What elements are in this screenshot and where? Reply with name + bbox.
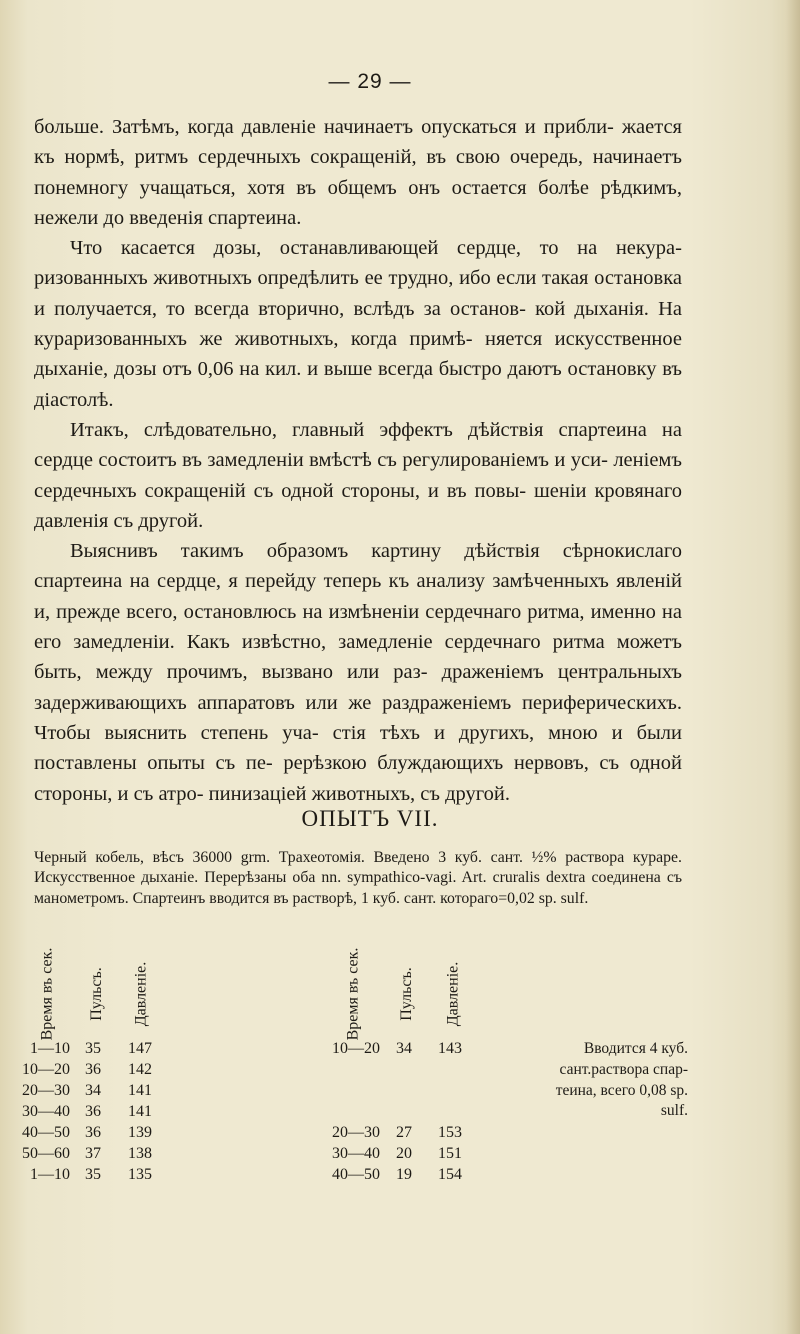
- pressure-cell: 142: [128, 1061, 152, 1078]
- paragraph: больше. Затѣмъ, когда давленіе начинаетъ опускаться и прибли- жается къ нормѣ, ритмъ сердечныхъ сокращеній, въ свою очередь, начинаетъ понемногу учащаться, хотя въ общемъ онъ остается болѣе рѣдкимъ, нежели до введенія спартеина.: [34, 116, 682, 229]
- page-edge-shadow: [786, 0, 800, 1334]
- header-pressure-right: [444, 952, 462, 1036]
- header-pulse-right: [398, 952, 416, 1036]
- page-number: — 29 —: [328, 70, 412, 93]
- pressure-cell: 135: [128, 1166, 152, 1183]
- note-line: теина, всего 0,08 sp.: [555, 1081, 688, 1099]
- paragraph: Выяснивъ такимъ образомъ картину дѣйствія сѣрнокислаго спартеина на сердце, я перейду теперь къ анализу замѣченныхъ явленій и, прежде всего, остановлюсь на измѣненіи сердечнаго ритма, именно на его замедленіи. Какъ извѣстно, замедленіе сердечнаго ритма можетъ быть, между прочимъ, вызвано или раз- драженіемъ центральныхъ задерживающихъ аппаратовъ или же раздраженіемъ периферическихъ. Чтобы выяснить степень уча- стія тѣхъ и другихъ, мною и были поставлены опыты съ пе- рерѣзкою блуждающихъ нервовъ, съ одной стороны, и съ атро- пинизаціей животныхъ, съ другой.: [34, 540, 682, 805]
- time-cell: 20—30: [22, 1082, 70, 1099]
- pressure-cell: 154: [438, 1166, 462, 1183]
- header-pulse-label: Пульсъ.: [88, 967, 106, 1021]
- pressure-cell: 153: [438, 1124, 462, 1141]
- time-cell: 1—10: [30, 1040, 70, 1057]
- paragraph: Что касается дозы, останавливающей сердце, то на некура- ризованныхъ животныхъ опредѣлить ее трудно, ибо если такая остановка и получается, то всегда вторично, вслѣдъ за останов- кой дыханія. На кураризованныхъ же животныхъ, когда примѣ- няется искусственное дыханіе, дозы отъ 0,06 на кил. и выше всегда быстро даютъ остановку въ діастолѣ.: [34, 237, 682, 411]
- header-pulse: [88, 952, 106, 1036]
- pulse-cell: 36: [85, 1124, 101, 1141]
- pressure-cell: 147: [128, 1040, 152, 1057]
- pressure-cell: 141: [128, 1103, 152, 1120]
- pressure-cell: 151: [438, 1145, 462, 1162]
- pulse-cell: 37: [85, 1145, 101, 1162]
- time-cell: 1—10: [30, 1166, 70, 1183]
- time-cell: 50—60: [22, 1145, 70, 1162]
- time-cell: 20—30: [332, 1124, 380, 1141]
- note-line: sulf.: [660, 1102, 688, 1120]
- header-time-right: [344, 947, 362, 1041]
- pulse-cell: 36: [85, 1061, 101, 1078]
- pulse-cell: 35: [85, 1040, 101, 1057]
- pulse-cell: 35: [85, 1166, 101, 1183]
- pressure-cell: 138: [128, 1145, 152, 1162]
- header-time-label: Время въ сек.: [344, 947, 362, 1041]
- experiment-title: ОПЫТЪ VII.: [301, 806, 439, 831]
- time-cell: 30—40: [22, 1103, 70, 1120]
- time-cell: 10—20: [22, 1061, 70, 1078]
- pressure-cell: 141: [128, 1082, 152, 1099]
- pulse-cell: 34: [396, 1040, 412, 1057]
- pulse-cell: 19: [396, 1166, 412, 1183]
- header-pressure-label: Давленіе.: [132, 961, 149, 1027]
- experiment-description: Черный кобель, вѣсъ 36000 grm. Трахеотомія. Введено 3 куб. сант. ½% раствора кураре. Искусственное дыханіе. Перерѣзаны оба nn. sympathico-vagi. Art. cruralis dextra соединена съ манометромъ. Спартеинъ вводится въ растворѣ, 1 куб. сант. котораго=0,02 sp. sulf.: [34, 849, 682, 907]
- note-line: Вводится 4 куб.: [583, 1040, 688, 1057]
- time-cell: 40—50: [22, 1124, 70, 1141]
- header-time: [38, 947, 56, 1041]
- note-line: сант.раствора спар-: [559, 1060, 688, 1078]
- pulse-cell: 34: [85, 1082, 101, 1099]
- header-pressure: [132, 952, 150, 1036]
- time-cell: 40—50: [332, 1166, 380, 1183]
- body-text: [34, 112, 682, 809]
- pressure-cell: 139: [128, 1124, 152, 1141]
- header-pulse-label: Пульсъ.: [398, 967, 416, 1021]
- header-pressure-label: Давленіе.: [444, 961, 461, 1027]
- pulse-cell: 20: [396, 1145, 412, 1162]
- paragraph: Итакъ, слѣдовательно, главный эффектъ дѣйствія спартеина на сердце состоитъ въ замедленіи вмѣстѣ съ регулированіемъ и уси- леніемъ сердечныхъ сокращеній съ одной стороны, и въ повы- шеніи кровянаго давленія съ другой.: [34, 418, 682, 532]
- header-time-label: Время въ сек.: [38, 947, 56, 1041]
- injection-note: [536, 1039, 688, 1122]
- pressure-cell: 143: [438, 1040, 462, 1057]
- pulse-cell: 36: [85, 1103, 101, 1120]
- time-cell: 30—40: [332, 1145, 380, 1162]
- pulse-cell: 27: [396, 1124, 412, 1141]
- time-cell: 10—20: [332, 1040, 380, 1057]
